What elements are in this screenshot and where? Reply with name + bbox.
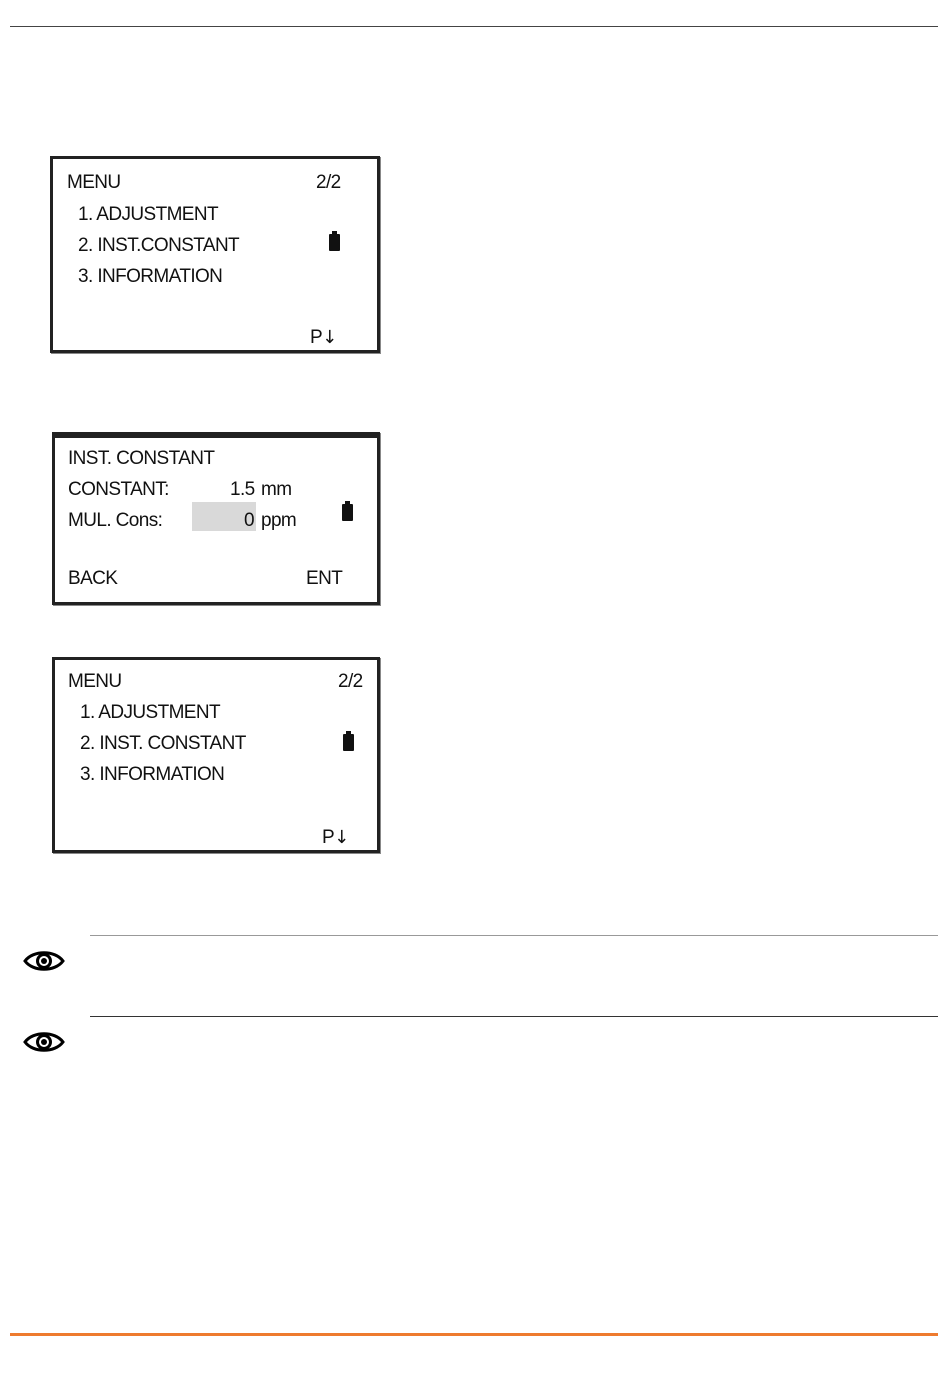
mul-cons-unit: ppm	[261, 510, 297, 531]
screen-title: MENU	[67, 172, 121, 193]
inst-constant-screen	[52, 432, 380, 605]
constant-unit: mm	[261, 479, 292, 500]
constant-label: CONSTANT:	[68, 479, 169, 500]
mul-cons-input[interactable]	[192, 502, 256, 531]
mul-cons-value: 0	[244, 510, 254, 531]
note-divider	[90, 935, 938, 936]
screen-title: MENU	[68, 671, 122, 692]
page-down-softkey[interactable]	[310, 327, 337, 349]
eye-icon	[23, 948, 65, 974]
arrow-down-icon: ↓	[334, 827, 349, 848]
battery-icon	[343, 731, 354, 751]
header-rule	[10, 26, 938, 27]
softkey-label: P	[310, 327, 323, 348]
menu-screen-1	[50, 156, 380, 353]
screen-title: INST. CONSTANT	[68, 448, 215, 469]
battery-icon	[329, 231, 340, 251]
menu-item-information[interactable]: 3. INFORMATION	[80, 764, 225, 785]
page-indicator: 2/2	[316, 172, 341, 193]
menu-item-inst-constant[interactable]: 2. INST. CONSTANT	[80, 733, 246, 754]
mul-cons-label: MUL. Cons:	[68, 510, 163, 531]
page-indicator: 2/2	[338, 671, 363, 692]
arrow-down-icon: ↓	[322, 327, 337, 348]
back-softkey[interactable]: BACK	[68, 568, 118, 589]
softkey-label: P	[322, 827, 335, 848]
battery-icon	[342, 501, 353, 521]
menu-item-inst-constant[interactable]: 2. INST.CONSTANT	[78, 235, 240, 256]
menu-item-adjustment[interactable]: 1. ADJUSTMENT	[78, 204, 218, 225]
constant-value: 1.5	[230, 479, 255, 500]
menu-item-adjustment[interactable]: 1. ADJUSTMENT	[80, 702, 220, 723]
footer-rule	[10, 1333, 938, 1336]
enter-softkey[interactable]: ENT	[306, 568, 343, 589]
note-divider	[90, 1016, 938, 1017]
menu-item-information[interactable]: 3. INFORMATION	[78, 266, 223, 287]
page-down-softkey[interactable]	[322, 827, 349, 849]
eye-icon	[23, 1029, 65, 1055]
menu-screen-2	[52, 657, 380, 853]
